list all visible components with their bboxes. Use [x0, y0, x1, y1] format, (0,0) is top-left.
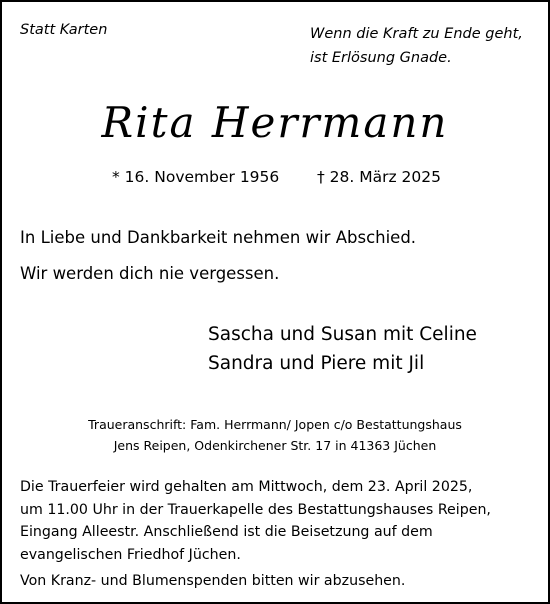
service-line: evangelischen Friedhof Jüchen.: [20, 546, 241, 563]
funeral-service-info: [20, 476, 491, 566]
service-line: um 11.00 Uhr in der Trauerkapelle des Bestattungshauses Reipen,: [20, 501, 491, 518]
motto-line-1: Wenn die Kraft zu Ende geht,: [310, 26, 523, 42]
statt-karten-note: Statt Karten: [20, 22, 108, 38]
mourner-line: Sascha und Susan mit Celine: [208, 324, 477, 345]
service-line: Die Trauerfeier wird gehalten am Mittwoch, dem 23. April 2025,: [20, 479, 473, 495]
motto-line-2: ist Erlösung Gnade.: [310, 50, 452, 66]
death-date: † 28. März 2025: [317, 168, 442, 186]
motto-quote: [310, 22, 523, 70]
address-line-1: Traueranschrift: Fam. Herrmann/ Jopen c/o Bestattungshaus: [88, 417, 462, 432]
address-line-2: Jens Reipen, Odenkirchener Str. 17 in 41363 Jüchen: [113, 438, 437, 453]
birth-date: * 16. November 1956: [112, 168, 280, 186]
mourners-list: [208, 320, 477, 378]
deceased-name: Rita Herrmann: [101, 98, 449, 147]
mourner-line: Sandra und Piere mit Jil: [208, 353, 425, 374]
service-line: Eingang Alleestr. Anschließend ist die Beisetzung auf dem: [20, 524, 433, 540]
flowers-note: Von Kranz- und Blumenspenden bitten wir abzusehen.: [20, 573, 406, 589]
mourning-address: [2, 414, 548, 456]
farewell-message: In Liebe und Dankbarkeit nehmen wir Abschied.: [20, 228, 417, 247]
never-forget-message: Wir werden dich nie vergessen.: [20, 264, 280, 283]
